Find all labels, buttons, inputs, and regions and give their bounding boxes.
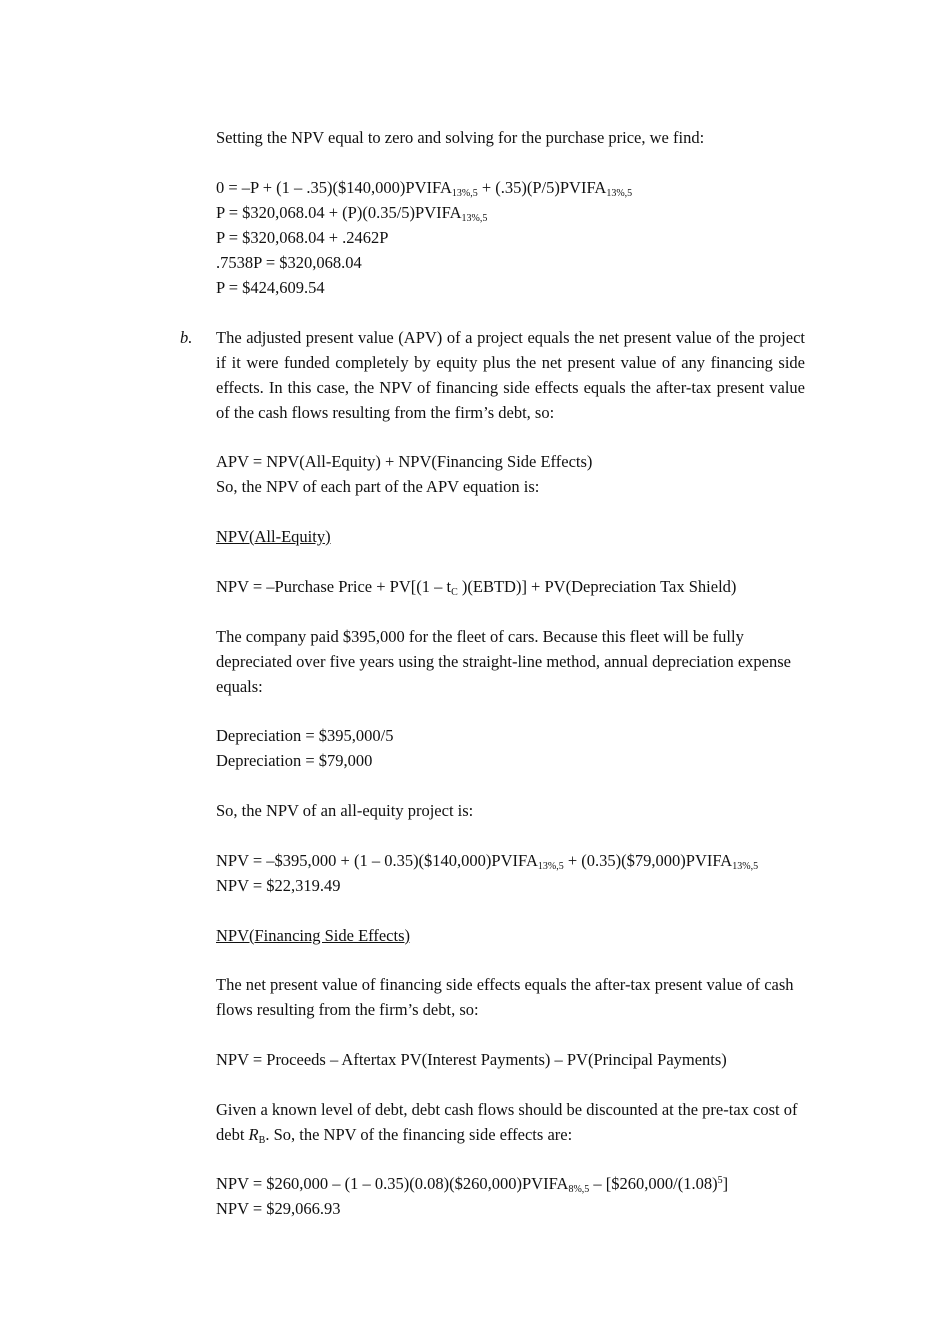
npv-all-equity-equation: NPV = –$395,000 + $(1 - 0.35)(\$140,000)PVIFA_{13\%,5}$ + $(0.35)(\$79,000)PVIFA_{13\%,5}$ bbox=[216, 851, 759, 872]
depreciation-line: Depreciation = $395,000/5 bbox=[216, 726, 394, 745]
company-paragraph: The company paid $395,000 for the fleet of cars. Because this fleet will be fully depreciated over five years using the straight-line method, annual depreciation expense equals: bbox=[216, 627, 791, 696]
equation-line: P = $424,609.54 bbox=[216, 278, 325, 297]
debt-paragraph: Given a known level of debt, debt cash flows should be discounted at the pre-tax cost of debt $R_B$. So, the NPV of the financing side effects are: bbox=[216, 1100, 798, 1146]
all-equity-note: So, the NPV of an all-equity project is: bbox=[216, 801, 474, 820]
equation-line: .7538P = $320,068.04 bbox=[216, 253, 362, 272]
depreciation-line: Depreciation = $79,000 bbox=[216, 751, 373, 770]
financing-equation: NPV = Proceeds – Aftertax PV(Interest Payments) – PV(Principal Payments) bbox=[216, 1050, 727, 1069]
npv-formula: NPV = –Purchase Price + $PV[(1 - t_C$ )(EBTD)] + PV(Depreciation Tax Shield) bbox=[216, 577, 737, 598]
apv-paragraph: The adjusted present value (APV) of a project equals the net present value of the project if it were funded completely by equity plus the net present value of any financing side effects. In this case, the NPV of financing side effects equals the after-tax present value of the cash flows resulting from the firm’s debt, so: bbox=[216, 328, 805, 422]
intro-text: Setting the NPV equal to zero and solving for the purchase price, we find: bbox=[216, 128, 705, 147]
equation-line: $0 = -P + (1 - .35)(\$140,000)PVIFA_{13\%,5}$ + $(.35)(P/5)PVIFA_{13\%,5}$ bbox=[216, 178, 633, 199]
equation-line: P = $320,068.04 + $(P)(0.35/5)PVIFA_{13\%,5}$ bbox=[216, 203, 488, 224]
financing-npv-result: NPV = $29,066.93 bbox=[216, 1199, 341, 1218]
financing-npv-equation: NPV = $260,000 – $(1 - 0.35)(0.08)(\$260,000)PVIFA_{8\%,5}$ – $[\$260,000/(1.08)^5]$ bbox=[216, 1174, 729, 1195]
equation-line: P = $320,068.04 + .2462P bbox=[216, 228, 389, 247]
apv-note: So, the NPV of each part of the APV equation is: bbox=[216, 477, 540, 496]
part-label: b. bbox=[180, 328, 193, 347]
heading-all-equity: NPV(All-Equity) bbox=[216, 527, 331, 546]
npv-all-equity-result: NPV = $22,319.49 bbox=[216, 876, 341, 895]
apv-equation: APV = NPV(All-Equity) + NPV(Financing Side Effects) bbox=[216, 452, 593, 471]
heading-financing: NPV(Financing Side Effects) bbox=[216, 926, 410, 945]
financing-paragraph: The net present value of financing side effects equals the after-tax present value of cash flows resulting from the firm’s debt, so: bbox=[216, 975, 794, 1019]
